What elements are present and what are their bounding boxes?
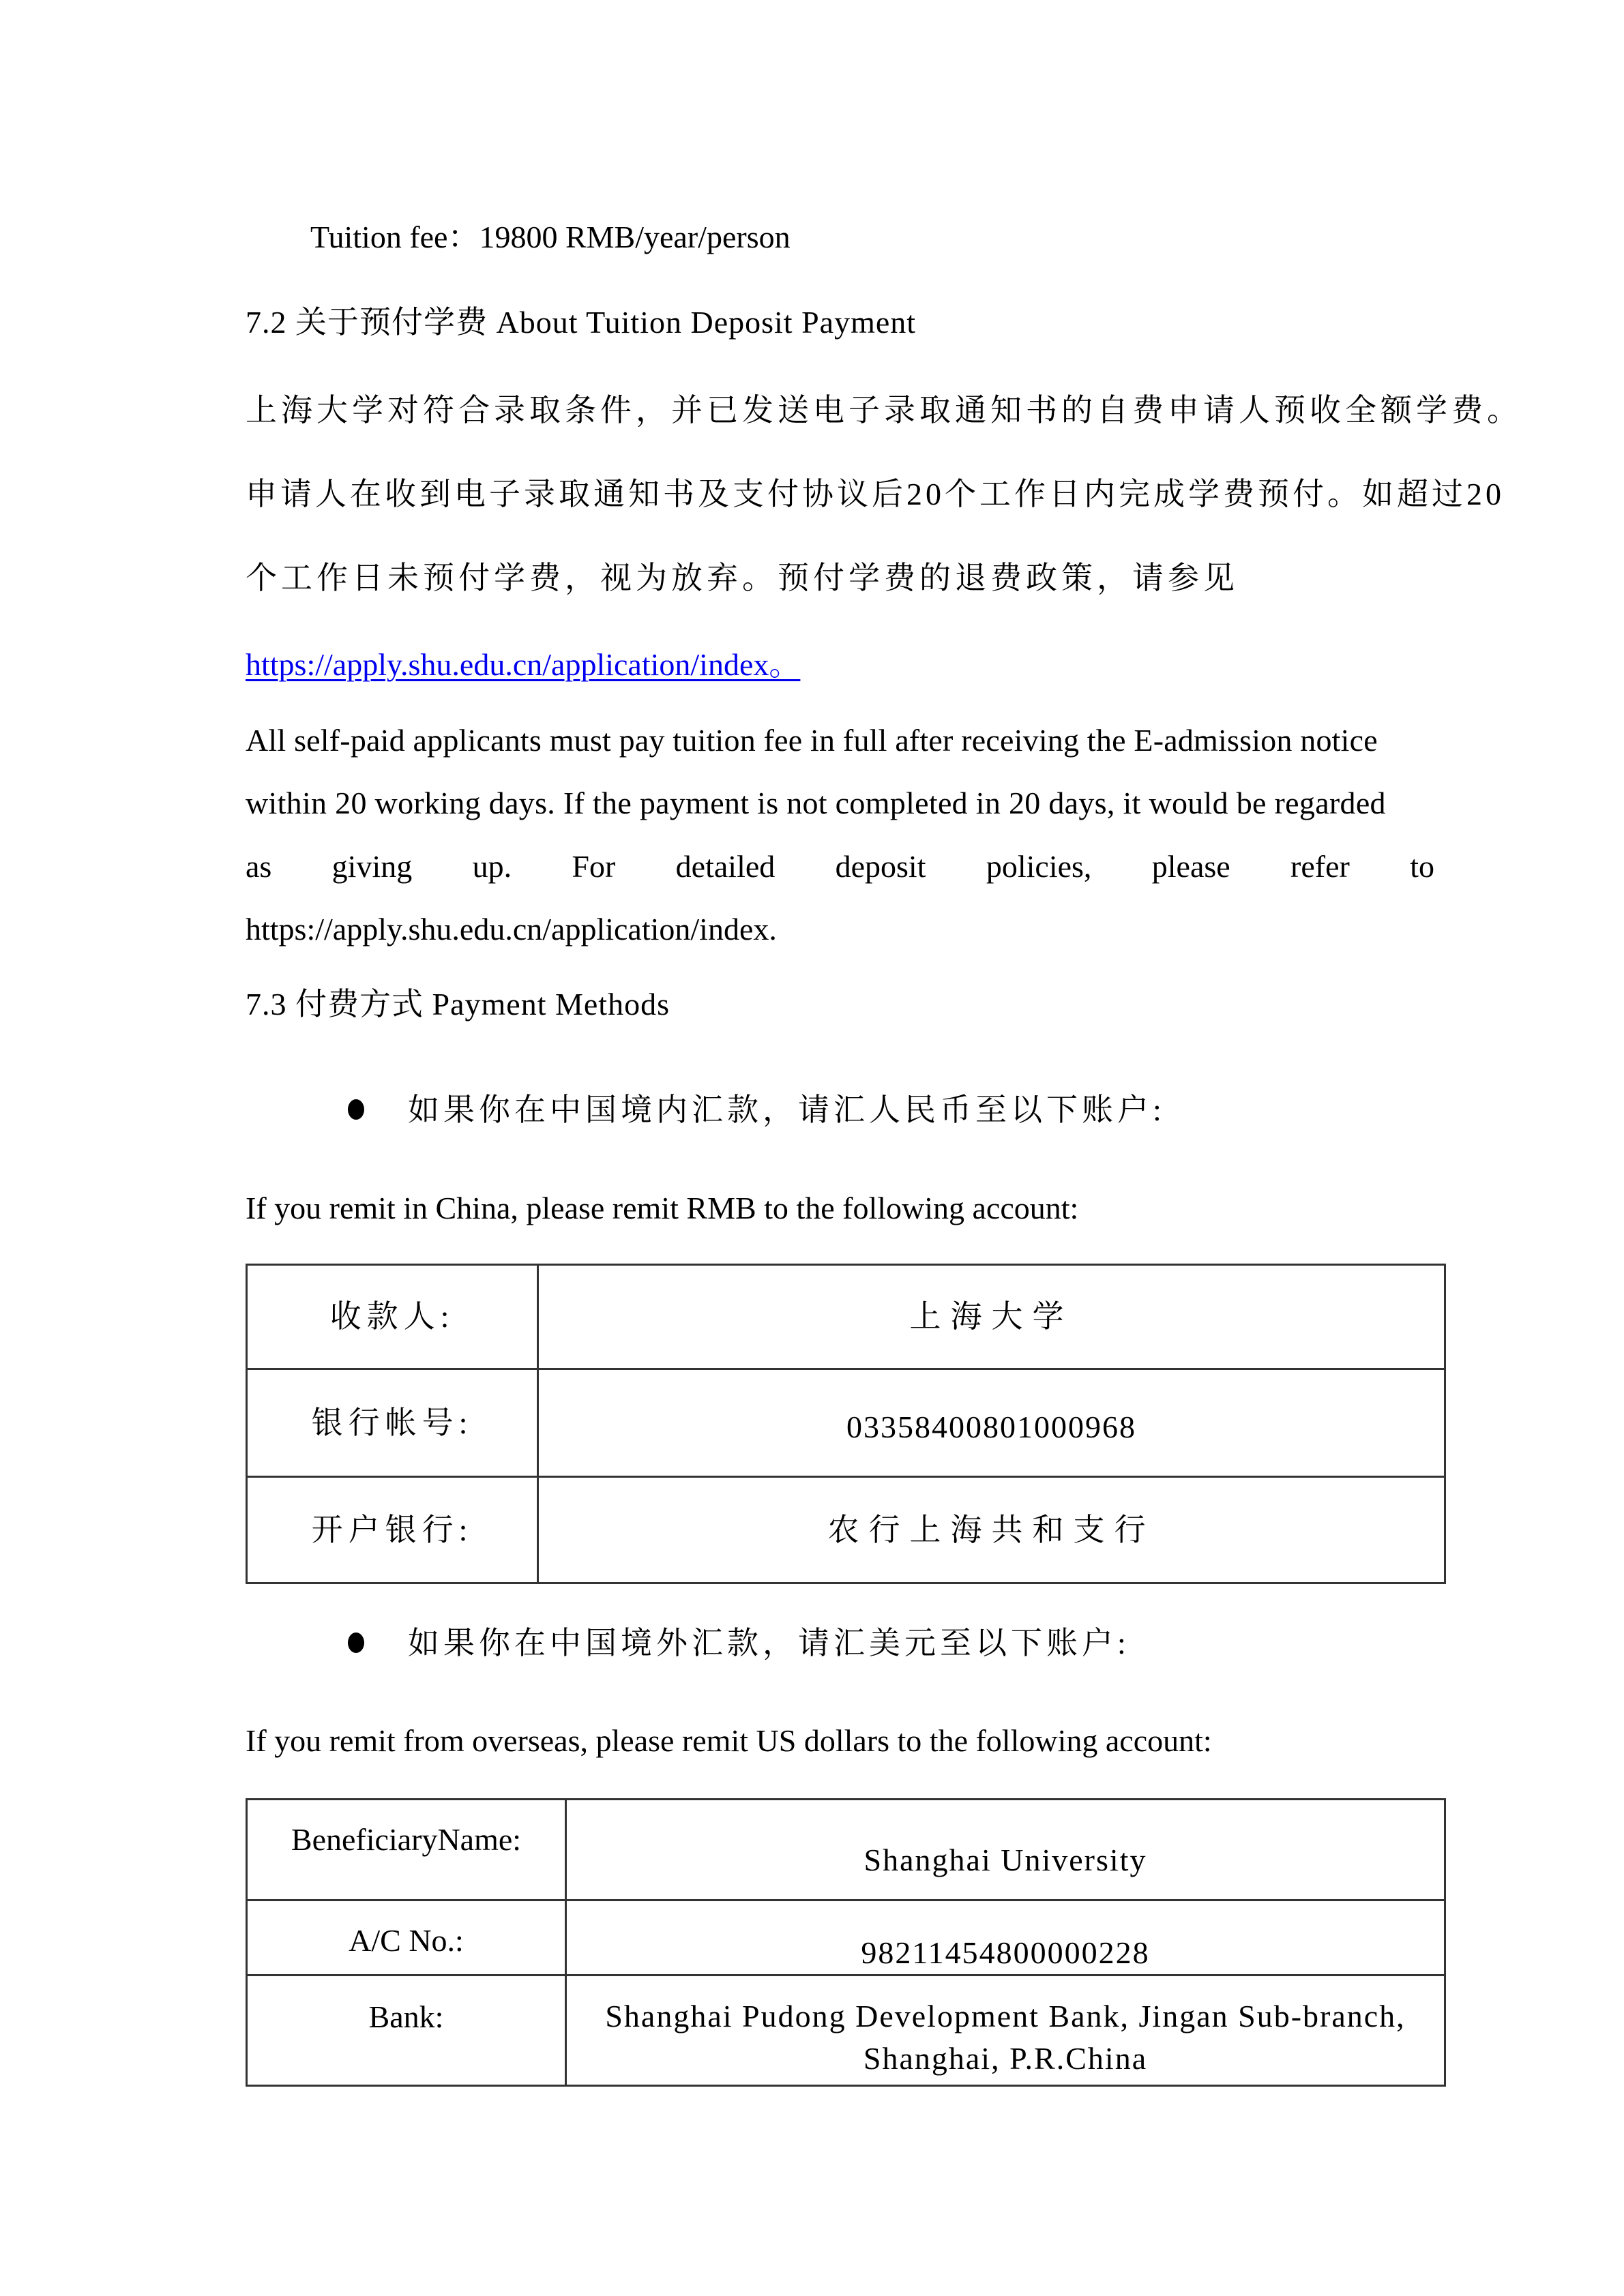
table-row: [247, 1477, 1445, 1583]
ac-no-value: 98211454800000228: [566, 1900, 1445, 1976]
domestic-intro: If you remit in China, please remit RMB to the following account:: [246, 1191, 1079, 1225]
table-row: [247, 1800, 1445, 1900]
overseas-account-table: [246, 1798, 1446, 2087]
bank-name-line-2: Shanghai, P.R.China: [863, 2040, 1148, 2076]
en-paragraph-justified-line: [246, 846, 1434, 887]
bullet-icon: [348, 1099, 364, 1120]
word: to: [1410, 849, 1434, 884]
account-number-label: 银行帐号:: [247, 1369, 538, 1477]
beneficiary-name-value: Shanghai University: [566, 1800, 1445, 1900]
cn-paragraph-line: 申请人在收到电子录取通知书及支付协议后20个工作日内完成学费预付。如超过20: [246, 477, 1505, 511]
bullet-icon: [348, 1632, 364, 1653]
word: refer: [1290, 849, 1350, 884]
table-row: [247, 1900, 1445, 1976]
bank-label: 开户银行:: [247, 1477, 538, 1583]
en-paragraph-line: within 20 working days. If the payment is not completed in 20 days, it would be regarded: [246, 786, 1386, 820]
section-heading-7-2: 7.2 关于预付学费 About Tuition Deposit Payment: [246, 305, 917, 340]
domestic-account-table: [246, 1264, 1446, 1584]
account-number-value: 03358400801000968: [538, 1369, 1445, 1477]
word: policies,: [986, 849, 1092, 884]
overseas-intro: If you remit from overseas, please remit US dollars to the following account:: [246, 1723, 1212, 1758]
en-paragraph-line: All self-paid applicants must pay tuition fee in full after receiving the E-admission notice: [246, 723, 1378, 758]
word: as: [246, 849, 272, 884]
table-row: [247, 1265, 1445, 1369]
bank-name-label: Bank:: [247, 1976, 566, 2086]
word: For: [572, 849, 616, 884]
refund-policy-link[interactable]: https://apply.shu.edu.cn/application/index。: [246, 647, 801, 682]
en-paragraph-line: https://apply.shu.edu.cn/application/index.: [246, 912, 777, 946]
word: giving: [331, 849, 413, 884]
tuition-fee-line: Tuition fee：19800 RMB/year/person: [310, 220, 791, 254]
word: deposit: [835, 849, 926, 884]
word: detailed: [675, 849, 776, 884]
beneficiary-name-label: BeneficiaryName:: [247, 1800, 566, 1900]
bank-name-value: [566, 1976, 1445, 2086]
bank-name-line-1: Shanghai Pudong Development Bank, Jingan Sub-branch,: [605, 1998, 1406, 2033]
ac-no-label: A/C No.:: [247, 1900, 566, 1976]
cn-paragraph-line: 上海大学对符合录取条件，并已发送电子录取通知书的自费申请人预收全额学费。: [246, 393, 1522, 428]
payee-value: 上海大学: [538, 1265, 1445, 1369]
section-heading-7-3: 7.3 付费方式 Payment Methods: [246, 987, 670, 1022]
payee-label: 收款人:: [247, 1265, 538, 1369]
domestic-bullet-text: 如果你在中国境内汇款，请汇人民币至以下账户:: [408, 1092, 1166, 1127]
table-row: [247, 1976, 1445, 2086]
overseas-bullet-text: 如果你在中国境外汇款，请汇美元至以下账户:: [408, 1626, 1130, 1660]
bank-value: 农行上海共和支行: [538, 1477, 1445, 1583]
word: up.: [472, 849, 512, 884]
cn-paragraph-line: 个工作日未预付学费，视为放弃。预付学费的退费政策，请参见: [246, 561, 1239, 595]
table-row: [247, 1369, 1445, 1477]
word: please: [1151, 849, 1230, 884]
